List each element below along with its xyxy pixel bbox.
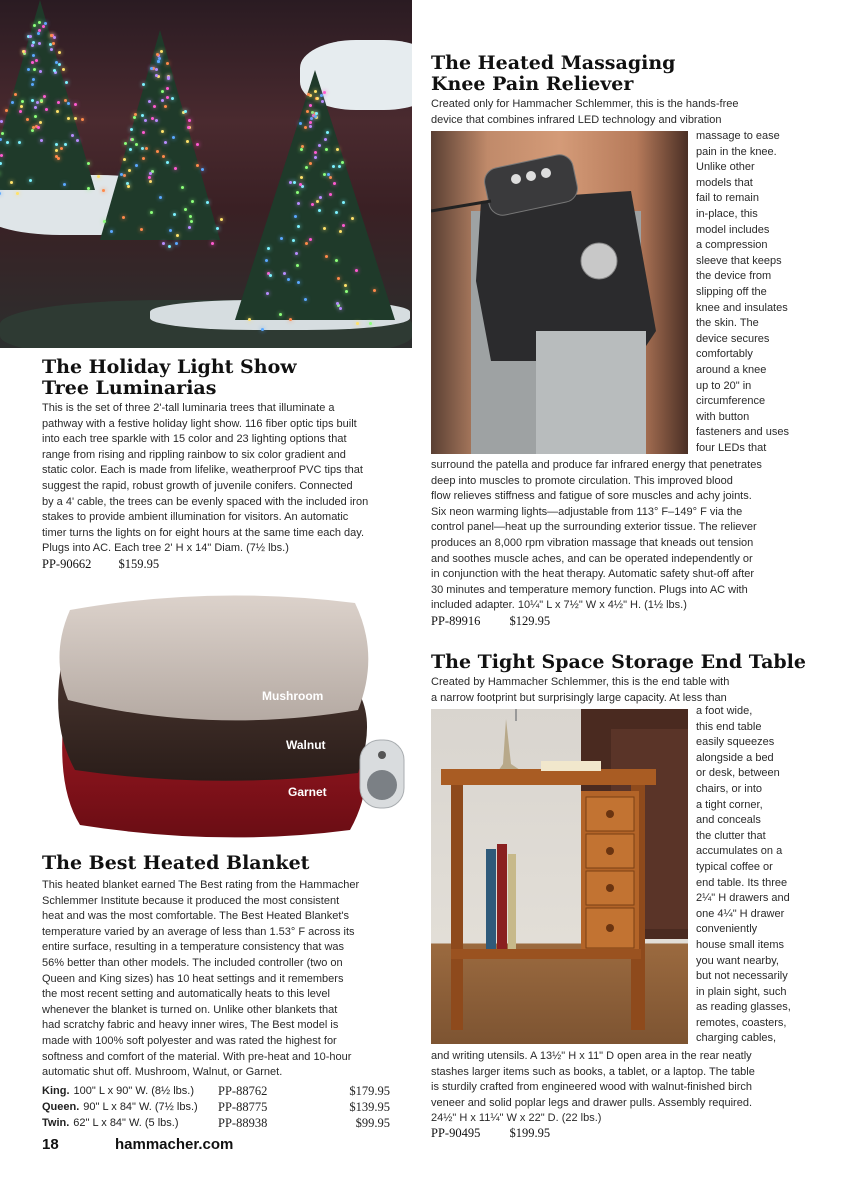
light-dot (39, 121, 42, 124)
light-dot (326, 131, 329, 134)
blanket-description-line: made with 100% soft polyester and was rated the highest for (42, 1034, 337, 1047)
light-dot (153, 105, 156, 108)
end-table-illustration (431, 709, 688, 1044)
knee-side-line: slipping off the (696, 285, 767, 298)
light-dot (14, 93, 17, 96)
light-dot (341, 161, 344, 164)
light-dot (306, 110, 309, 113)
knee-side-line: circumference (696, 395, 766, 408)
light-dot (295, 252, 298, 255)
tree-sku: PP-90662 (42, 557, 92, 571)
light-dot (56, 110, 59, 113)
knee-side-line: comfortably (696, 348, 753, 361)
knee-side-line: model includes (696, 223, 770, 236)
light-dot (175, 242, 178, 245)
table-side-line: but not necessarily (696, 970, 788, 983)
knee-title (431, 53, 675, 95)
knee-side-line: a compression (696, 239, 768, 252)
light-dot (280, 237, 283, 240)
knee-description-line: flow relieves stiffness and fatigue of sore muscles and achy joints. (431, 490, 752, 503)
size-name: King. (42, 1085, 70, 1097)
light-dot (27, 68, 30, 71)
knee-order-line (431, 614, 550, 629)
light-dot (55, 149, 58, 152)
end-table-photo (431, 709, 688, 1044)
table-side-line: or desk, between (696, 767, 780, 780)
size-price: $139.95 (349, 1100, 390, 1114)
size-price: $179.95 (349, 1084, 390, 1098)
knee-side-line: pain in the knee. (696, 145, 777, 158)
light-dot (162, 242, 165, 245)
table-side-line: one 4¼" H drawer (696, 907, 785, 920)
light-dot (336, 302, 339, 305)
knee-description-line: included adapter. 10¼" L x 7½" W x 4½" H. (1½ lbs.) (431, 599, 687, 612)
tree-description-line: Plugs into AC. Each tree 2' H x 14" Diam. (7½ lbs.) (42, 542, 289, 555)
light-dot (110, 230, 113, 233)
knee-side-line: up to 20" in (696, 379, 752, 392)
knee-side-column (696, 129, 816, 456)
table-intro (431, 675, 806, 706)
blanket-size-row (42, 1099, 390, 1115)
knee-side-line: with button (696, 410, 750, 423)
knee-description-line: Six neon warming lights—adjustable from 113° F–149° F via the (431, 505, 743, 518)
tree-description-line: range from rising and rippling rainbow to six color gradient and (42, 448, 346, 461)
size-sku: PP-88775 (218, 1100, 268, 1114)
knee-side-line: in-place, this (696, 207, 758, 220)
knee-side-line: massage to ease (696, 130, 780, 142)
knee-description-line: control panel—heat up the surrounding exterior tissue. The reliever (431, 521, 757, 534)
light-dot (323, 91, 326, 94)
light-dot (0, 154, 3, 157)
light-dot (87, 162, 90, 165)
light-dot (176, 234, 179, 237)
light-dot (45, 108, 48, 111)
table-title: The Tight Space Storage End Table (431, 651, 806, 673)
light-dot (337, 277, 340, 280)
blanket-size-row (42, 1115, 390, 1131)
light-dot (168, 245, 171, 248)
knee-side-line: knee and insulates (696, 301, 788, 314)
knee-title-line-1: The Heated Massaging (431, 52, 676, 74)
light-dot (296, 264, 299, 267)
tree-luminarias-photo (0, 0, 412, 348)
light-dot (130, 128, 133, 131)
light-dot (122, 216, 125, 219)
light-dot (166, 87, 169, 90)
light-dot (58, 51, 61, 54)
light-dot (305, 166, 308, 169)
blanket-description-line: entire surface, resulting in a temperature consistency that was (42, 941, 345, 954)
table-sku: PP-90495 (431, 1126, 481, 1140)
light-dot (124, 142, 127, 145)
table-description-line: 24½" H x 11¼" W x 22" D. (22 lbs.) (431, 1112, 602, 1125)
light-dot (135, 143, 138, 146)
light-dot (329, 193, 332, 196)
light-dot (151, 117, 154, 120)
blanket-description (42, 878, 414, 1081)
light-dot (342, 224, 345, 227)
light-dot (297, 202, 300, 205)
table-side-line: end table. Its three (696, 876, 788, 889)
light-dot (40, 99, 43, 102)
table-description-line: veneer and solid poplar legs and drawer pulls. Assembly required. (431, 1096, 753, 1109)
size-sku: PP-88762 (218, 1084, 268, 1098)
light-dot (325, 148, 328, 151)
table-side-line: and conceals (696, 814, 761, 827)
knee-title-line-2: Knee Pain Reliever (431, 73, 634, 95)
light-dot (120, 173, 123, 176)
light-dot (318, 209, 321, 212)
light-dot (34, 115, 37, 118)
table-side-line: typical coffee or (696, 860, 773, 873)
table-side-column (696, 704, 816, 1047)
light-dot (323, 173, 326, 176)
light-dot (373, 289, 376, 292)
tree-description-line: pathway with a festive holiday light show. 116 fiber optic tips built (42, 417, 357, 430)
light-dot (169, 229, 172, 232)
knee-side-line: the device from (696, 270, 772, 283)
light-dot (123, 158, 126, 161)
light-dot (304, 126, 307, 129)
size-name: Queen. (42, 1101, 80, 1113)
light-dot (36, 101, 39, 104)
light-dot (37, 32, 40, 35)
tree-title-line-2: Tree Luminarias (42, 377, 217, 399)
light-dot (166, 62, 169, 65)
knee-description (431, 458, 811, 614)
size-dimensions: 90" L x 84" W. (7½ lbs.) (83, 1101, 198, 1113)
light-dot (123, 174, 126, 177)
light-dot (325, 255, 328, 258)
light-dot (157, 60, 160, 63)
knee-description-line: deep into muscles to promote circulation. This improved blood (431, 474, 733, 487)
light-dot (184, 110, 187, 113)
tree-description-line: stakes to provide ambient illumination for visitors. An automatic (42, 511, 349, 524)
tree-description (42, 401, 412, 557)
table-intro-line: Created by Hammacher Schlemmer, this is the end table with (431, 676, 730, 688)
blanket-description-line: the most recent setting and automatically heats to this level (42, 988, 330, 1001)
light-dot (311, 203, 314, 206)
light-dot (55, 155, 58, 158)
light-dot (327, 173, 330, 176)
light-dot (220, 218, 223, 221)
table-description (431, 1049, 811, 1127)
tree-title-line-1: The Holiday Light Show (42, 356, 297, 378)
light-dot (310, 117, 313, 120)
light-dot (338, 165, 341, 168)
blanket-description-line: Schlemmer Institute because it produced the most consistent (42, 894, 340, 907)
blanket-description-line: Queen and King sizes) has 10 heat settings and it remembers (42, 972, 344, 985)
tree-price: $159.95 (118, 557, 160, 571)
light-dot (160, 50, 163, 53)
light-dot (289, 318, 292, 321)
light-dot (31, 129, 34, 132)
table-side-line: you want nearby, (696, 954, 779, 967)
tree-description-line: static color. Each is made from lifelike, weatherproof PVC tips that (42, 464, 363, 477)
knee-price: $129.95 (509, 614, 551, 628)
blanket-color-walnut: Walnut (286, 738, 326, 752)
blanket-description-line: This heated blanket earned The Best rating from the Hammacher (42, 879, 360, 891)
tree-title (42, 357, 297, 399)
knee-side-line: models that (696, 176, 753, 189)
light-dot (155, 68, 158, 71)
light-dot (314, 151, 317, 154)
knee-side-line: the skin. The (696, 317, 759, 330)
light-dot (265, 259, 268, 262)
blanket-description-line: softness and comfort of the material. With pre-heat and 10-hour (42, 1050, 352, 1063)
light-dot (161, 99, 164, 102)
size-sku: PP-88938 (218, 1116, 268, 1130)
table-side-line: the clutter that (696, 829, 766, 842)
light-dot (34, 106, 37, 109)
knee-side-line: around a knee (696, 363, 767, 376)
size-price: $99.95 (355, 1116, 390, 1130)
knee-description-line: 30 minutes and temperature memory function. Plugs into AC with (431, 583, 748, 596)
blanket-color-mushroom: Mushroom (262, 689, 324, 703)
knee-side-line: Unlike other (696, 161, 755, 174)
table-side-line: remotes, coasters, (696, 1016, 787, 1029)
light-dot (266, 292, 269, 295)
blanket-description-line: had scratchy fabric and heavy inner wires, The Best model is (42, 1019, 339, 1032)
blanket-title: The Best Heated Blanket (42, 852, 310, 874)
light-dot (269, 274, 272, 277)
blanket-illustration (40, 585, 412, 845)
blanket-description-line: automatic shut off. Mushroom, Walnut, or Garnet. (42, 1066, 283, 1079)
knee-description-line: produces an 8,000 rpm vibration massage that kneads out tension (431, 536, 754, 549)
light-dot (22, 50, 25, 53)
blanket-description-line: temperature varied by an average of less than 1.53° F across its (42, 925, 355, 938)
light-dot (6, 141, 9, 144)
light-dot (65, 81, 68, 84)
table-side-line: conveniently (696, 923, 758, 936)
knee-side-line: fasteners and uses (696, 426, 789, 439)
light-dot (156, 53, 159, 56)
page-number: 18 (42, 1136, 59, 1153)
blanket-description-line: whenever the blanket is turned on. Unlike other blankets that (42, 1003, 338, 1016)
knee-device-illustration (431, 131, 688, 454)
light-dot (142, 131, 145, 134)
table-order-line (431, 1126, 550, 1141)
light-dot (351, 217, 354, 220)
knee-side-line: sleeve that keeps (696, 254, 782, 267)
light-dot (300, 148, 303, 151)
knee-reliever-photo (431, 131, 688, 454)
light-dot (141, 147, 144, 150)
light-dot (293, 181, 296, 184)
light-dot (11, 101, 14, 104)
table-description-line: and writing utensils. A 13½" H x 11" D open area in the rear neatly (431, 1050, 752, 1062)
light-dot (74, 103, 77, 106)
light-dot (155, 119, 158, 122)
knee-description-line: and soothes muscle aches, and can be operated independently or (431, 552, 753, 565)
site-url: hammacher.com (115, 1136, 234, 1153)
knee-side-line: four LEDs that (696, 441, 767, 454)
blanket-description-line: heat and was the most comfortable. The Best Heated Blanket's (42, 910, 350, 923)
light-dot (339, 230, 342, 233)
light-dot (184, 208, 187, 211)
knee-intro (431, 97, 806, 128)
light-dot (50, 48, 53, 51)
light-dot (211, 242, 214, 245)
light-dot (55, 143, 58, 146)
blanket-size-row (42, 1083, 390, 1099)
light-dot (29, 35, 32, 38)
light-dot (171, 97, 174, 100)
light-dot (38, 21, 41, 24)
tree-description-line: timer turns the lights on for eight hours at the same time each day. (42, 526, 365, 539)
light-dot (32, 54, 35, 57)
light-dot (342, 201, 345, 204)
light-dot (314, 115, 317, 118)
light-dot (150, 211, 153, 214)
light-dot (126, 182, 129, 185)
table-side-line: alongside a bed (696, 751, 774, 764)
blanket-color-garnet: Garnet (288, 785, 327, 799)
light-dot (294, 215, 297, 218)
knee-intro-line: device that combines infrared LED technology and vibration (431, 113, 722, 126)
light-dot (58, 63, 61, 66)
light-dot (50, 34, 53, 37)
table-side-line: easily squeezes (696, 736, 775, 749)
light-dot (166, 96, 169, 99)
light-dot (309, 238, 312, 241)
table-side-line: chairs, or into (696, 782, 763, 795)
table-side-line: a tight corner, (696, 798, 763, 811)
light-dot (148, 100, 151, 103)
table-side-line: a foot wide, (696, 705, 753, 717)
light-dot (103, 220, 106, 223)
table-side-line: 2¼" H drawers and (696, 892, 790, 905)
tree-description-line: suggest the rapid, robust growth of juvenile conifers. Connected (42, 479, 353, 492)
knee-side-line: device secures (696, 332, 770, 345)
table-intro-line: a narrow footprint but surprisingly large capacity. At less than (431, 691, 727, 704)
table-side-line: house small items (696, 938, 785, 951)
blanket-description-line: 56% better than other models. The included controller (two on (42, 956, 343, 969)
heated-blanket-photo (40, 585, 412, 845)
light-dot (63, 183, 66, 186)
light-dot (187, 126, 190, 129)
light-dot (53, 69, 56, 72)
knee-intro-line: Created only for Hammacher Schlemmer, this is the hands-free (431, 98, 739, 110)
light-dot (336, 148, 339, 151)
knee-sku: PP-89916 (431, 614, 481, 628)
blanket-size-table (42, 1083, 390, 1131)
table-side-line: in plain sight, such (696, 985, 787, 998)
tree-description-line: This is the set of three 2'-tall luminaria trees that illuminate a (42, 402, 335, 414)
knee-description-line: in conjunction with the heat therapy. Automatic safety shut-off after (431, 568, 755, 581)
tree-order-line (42, 557, 159, 572)
light-dot (356, 322, 359, 325)
size-name: Twin. (42, 1117, 70, 1129)
table-side-line: this end table (696, 720, 762, 733)
knee-description-line: surround the patella and produce far infrared energy that penetrates (431, 459, 762, 471)
light-dot (196, 164, 199, 167)
light-dot (0, 120, 3, 123)
light-dot (74, 117, 77, 120)
size-dimensions: 100" L x 90" W. (8½ lbs.) (73, 1085, 195, 1097)
light-dot (148, 176, 151, 179)
table-side-line: accumulates on a (696, 845, 783, 858)
table-price: $199.95 (509, 1126, 551, 1140)
table-description-line: stashes larger items such as books, a tablet, or a laptop. The table (431, 1065, 755, 1078)
tree-description-line: by a 4' cable, the trees can be evenly spaced with the included iron (42, 495, 369, 508)
tree-description-line: into each tree sparkle with 15 color and 23 lighting options that (42, 433, 347, 446)
light-dot (191, 200, 194, 203)
table-description-line: is sturdily crafted from engineered wood with walnut-finished birch (431, 1081, 752, 1094)
size-dimensions: 62" L x 84" W. (5 lbs.) (73, 1117, 179, 1129)
table-side-line: as reading glasses, (696, 1001, 791, 1014)
knee-side-line: fail to remain (696, 192, 759, 205)
table-side-line: charging cables, (696, 1032, 777, 1045)
